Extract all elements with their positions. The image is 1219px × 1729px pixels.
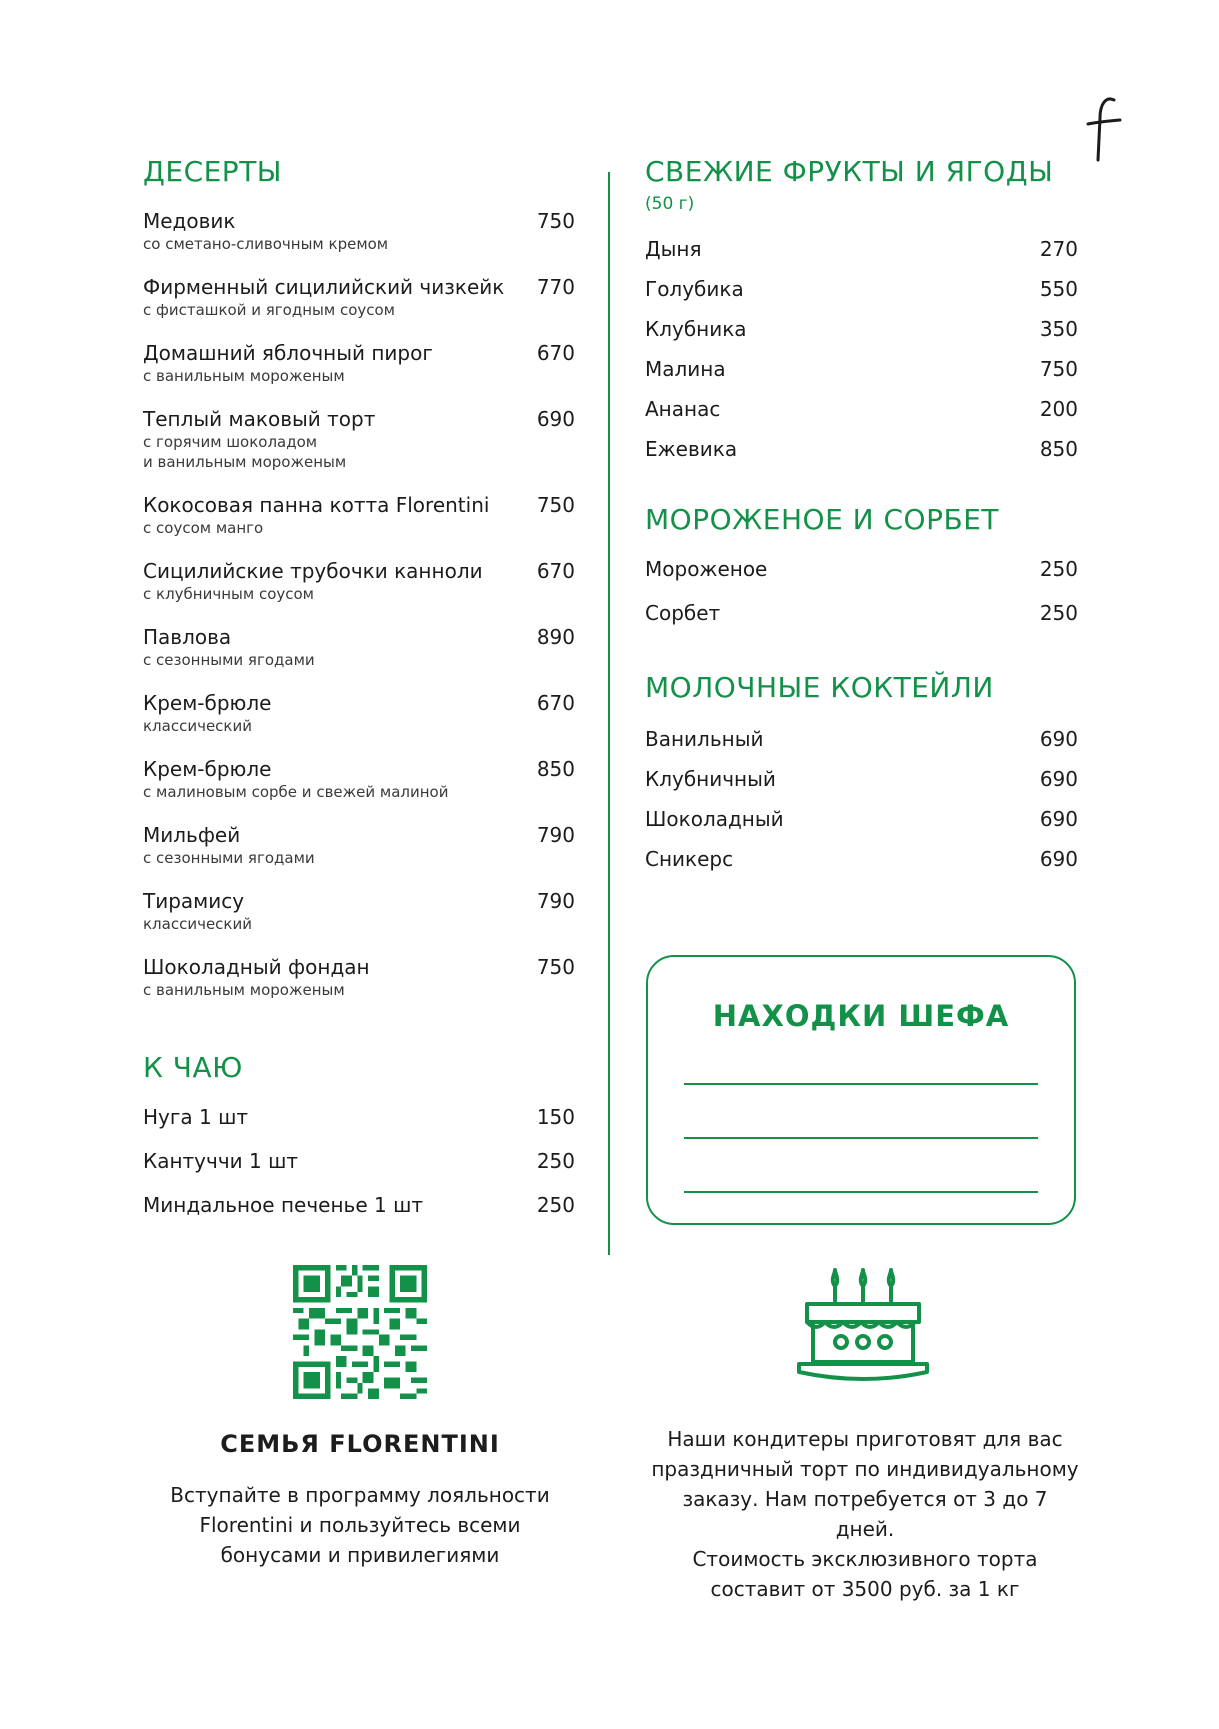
menu-item: [645, 236, 1078, 276]
item-name: Дыня: [645, 237, 702, 261]
item-name: Мильфей: [143, 823, 241, 847]
fruits-title: СВЕЖИЕ ФРУКТЫ И ЯГОДЫ: [645, 155, 1054, 188]
item-description: с ванильным мороженым: [143, 981, 345, 999]
custom-cake-note: [650, 1424, 1080, 1604]
item-name: Ежевика: [645, 437, 738, 461]
item-price: 790: [536, 889, 575, 913]
loyalty-line: Вступайте в программу лояльности: [170, 1483, 550, 1507]
cake-note-line: составит от 3500 руб. за 1 кг: [710, 1577, 1020, 1601]
write-in-line: [684, 1137, 1038, 1139]
item-description: с клубничным соусом: [143, 585, 314, 603]
loyalty-description: [160, 1480, 560, 1570]
item-price: 250: [536, 1193, 575, 1217]
item-name: Ванильный: [645, 727, 764, 751]
item-name: Кокосовая панна котта Florentini: [143, 493, 490, 517]
menu-item: [143, 624, 575, 690]
item-description: с ванильным мороженым: [143, 367, 345, 385]
item-name: Теплый маковый торт: [143, 407, 376, 431]
item-name: Павлова: [143, 625, 232, 649]
menu-item: [645, 396, 1078, 436]
item-name: Голубика: [645, 277, 744, 301]
item-description: классический: [143, 717, 252, 735]
menu-item: [645, 806, 1078, 846]
item-price: 250: [1039, 557, 1078, 581]
icecream-list: [645, 556, 1078, 644]
brand-logo: [1084, 94, 1128, 164]
chef-finds-box: [646, 955, 1076, 1225]
item-name: Сникерс: [645, 847, 734, 871]
write-in-line: [684, 1083, 1038, 1085]
item-name: Малина: [645, 357, 726, 381]
item-price: 150: [536, 1105, 575, 1129]
item-price: 350: [1039, 317, 1078, 341]
item-name: Шоколадный фондан: [143, 955, 370, 979]
item-price: 750: [536, 209, 575, 233]
item-description: с соусом манго: [143, 519, 264, 537]
menu-item: [143, 208, 575, 274]
item-name: Клубника: [645, 317, 747, 341]
column-divider: [608, 172, 610, 1255]
icecream-title: МОРОЖЕНОЕ И СОРБЕТ: [645, 503, 999, 536]
item-name: Шоколадный: [645, 807, 784, 831]
item-name: Крем-брюле: [143, 691, 272, 715]
item-name: Медовик: [143, 209, 236, 233]
item-name: Кантуччи 1 шт: [143, 1149, 299, 1173]
item-price: 250: [1039, 601, 1078, 625]
menu-item: [645, 556, 1078, 600]
item-description: с сезонными ягодами: [143, 651, 315, 669]
menu-item: [645, 276, 1078, 316]
menu-item: [143, 1104, 575, 1148]
item-name: Миндальное печенье 1 шт: [143, 1193, 424, 1217]
item-name: Сорбет: [645, 601, 721, 625]
item-price: 200: [1039, 397, 1078, 421]
item-description: с горячим шоколадом: [143, 433, 318, 451]
item-description: со сметано-сливочным кремом: [143, 235, 389, 253]
item-price: 750: [536, 955, 575, 979]
item-price: 250: [536, 1149, 575, 1173]
write-in-line: [684, 1191, 1038, 1193]
right-column: [645, 152, 1078, 886]
item-description: с малиновым сорбе и свежей малиной: [143, 783, 449, 801]
loyalty-line: Florentini и пользуйтесь всеми: [199, 1513, 521, 1537]
item-price: 690: [1039, 807, 1078, 831]
item-price: 690: [1039, 727, 1078, 751]
menu-item: [645, 846, 1078, 886]
item-price: 670: [536, 559, 575, 583]
item-name: Сицилийские трубочки канноли: [143, 559, 483, 583]
menu-item: [645, 766, 1078, 806]
menu-item: [143, 340, 575, 406]
fruits-subtitle: (50 г): [645, 194, 695, 214]
item-name: Ананас: [645, 397, 721, 421]
item-price: 850: [536, 757, 575, 781]
cake-note-line: Стоимость эксклюзивного торта: [692, 1547, 1038, 1571]
desserts-list: [143, 208, 575, 1020]
menu-item: [143, 492, 575, 558]
item-name: Мороженое: [645, 557, 768, 581]
item-price: 670: [536, 341, 575, 365]
item-price: 550: [1039, 277, 1078, 301]
cake-icon: [797, 1264, 929, 1396]
item-name: Крем-брюле: [143, 757, 272, 781]
item-price: 790: [536, 823, 575, 847]
item-price: 690: [1039, 847, 1078, 871]
item-name: Тирамису: [143, 889, 245, 913]
cake-note-line: заказу. Нам потребуется от 3 до 7 дней.: [682, 1487, 1048, 1541]
left-column: [143, 152, 575, 1236]
item-name: Фирменный сицилийский чизкейк: [143, 275, 505, 299]
tea-list: [143, 1104, 575, 1236]
item-price: 670: [536, 691, 575, 715]
shakes-list: [645, 726, 1078, 886]
item-name: Домашний яблочный пирог: [143, 341, 433, 365]
item-price: 690: [1039, 767, 1078, 791]
desserts-title: ДЕСЕРТЫ: [143, 155, 283, 188]
menu-item: [143, 406, 575, 492]
item-name: Нуга 1 шт: [143, 1105, 249, 1129]
item-description: с сезонными ягодами: [143, 849, 315, 867]
menu-item: [143, 756, 575, 822]
menu-item: [143, 822, 575, 888]
tea-title: К ЧАЮ: [143, 1051, 243, 1084]
menu-item: [143, 1192, 575, 1236]
menu-item: [143, 558, 575, 624]
menu-item: [645, 600, 1078, 644]
item-description: с фисташкой и ягодным соусом: [143, 301, 395, 319]
menu-item: [645, 726, 1078, 766]
loyalty-title: СЕМЬЯ FLORENTINI: [220, 1430, 500, 1458]
item-price: 270: [1039, 237, 1078, 261]
cake-note-line: праздничный торт по индивидуальному: [651, 1457, 1079, 1481]
fruits-list: [645, 236, 1078, 476]
item-price: 750: [1039, 357, 1078, 381]
cake-note-line: Наши кондитеры приготовят для вас: [667, 1427, 1063, 1451]
item-price: 770: [536, 275, 575, 299]
menu-item: [645, 316, 1078, 356]
menu-item: [645, 356, 1078, 396]
shakes-title: МОЛОЧНЫЕ КОКТЕЙЛИ: [645, 671, 994, 704]
item-price: 690: [536, 407, 575, 431]
menu-item: [143, 690, 575, 756]
item-price: 750: [536, 493, 575, 517]
qr-code[interactable]: [293, 1265, 427, 1399]
menu-item: [645, 436, 1078, 476]
chef-finds-title: НАХОДКИ ШЕФА: [712, 999, 1010, 1033]
menu-item: [143, 274, 575, 340]
item-name: Клубничный: [645, 767, 776, 791]
menu-item: [143, 954, 575, 1020]
loyalty-line: бонусами и привилегиями: [220, 1543, 500, 1567]
item-price: 850: [1039, 437, 1078, 461]
menu-item: [143, 888, 575, 954]
item-description: классический: [143, 915, 252, 933]
item-description-line2: и ванильным мороженым: [143, 453, 347, 471]
menu-item: [143, 1148, 575, 1192]
item-price: 890: [536, 625, 575, 649]
